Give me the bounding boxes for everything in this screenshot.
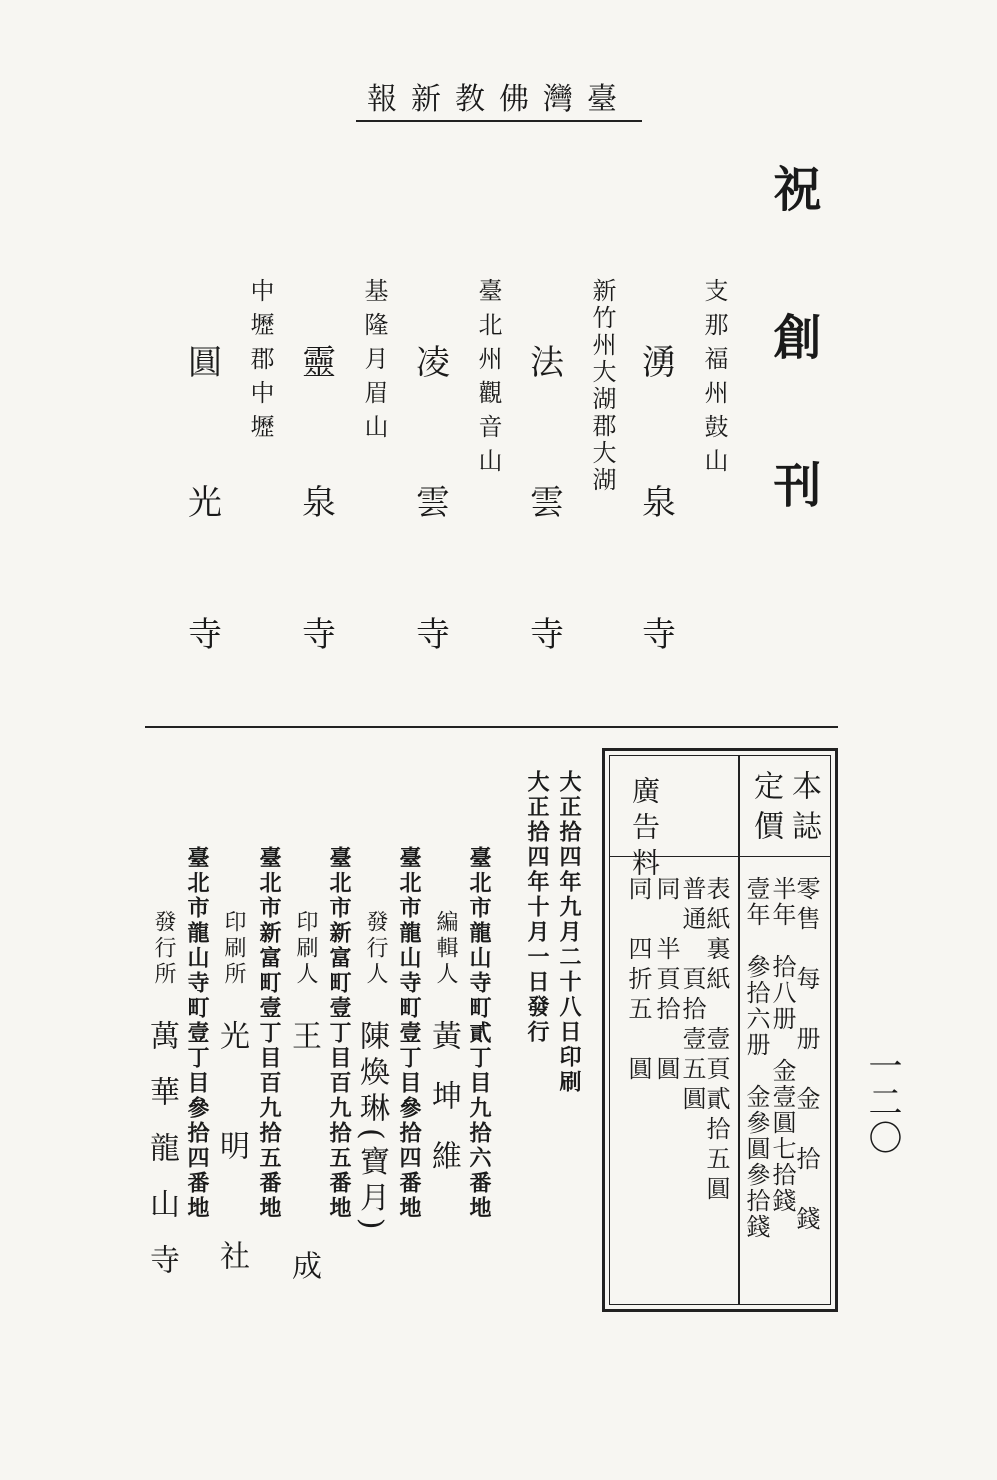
temple-name-char: 泉 — [642, 483, 676, 523]
price-table-frame — [609, 755, 831, 1305]
office-name: 萬華龍山寺 — [144, 1020, 179, 1300]
temple-name-char: 寺 — [416, 615, 450, 655]
temple-name-char: 寺 — [188, 615, 222, 655]
ad-row-quarter: 同 四折五 圓 — [624, 876, 652, 1086]
editor-role: 編輯人 — [433, 910, 458, 988]
editor-name: 黃坤維 — [426, 1020, 461, 1200]
temple-name-char: 凌 — [416, 343, 450, 383]
congrats-title: 祝創刊 — [765, 164, 821, 608]
press-address: 臺北市新富町壹丁目百九拾五番地 — [256, 846, 282, 1221]
subscription-header-1: 本誌 — [786, 770, 821, 850]
temple-4 — [300, 268, 420, 668]
price-table-divider — [738, 756, 740, 1304]
printer-name: 王成 — [286, 1020, 321, 1480]
subscription-header-2: 定價 — [748, 770, 783, 850]
temple-address: 中壢郡中壢 — [246, 278, 274, 448]
print-date: 大正拾四年九月二十八日印刷 — [556, 770, 582, 1095]
issue-date: 大正拾四年十月一日發行 — [524, 770, 550, 1045]
page-number: 一二〇 — [862, 1048, 902, 1156]
ad-rates-header: 廣告料 — [628, 776, 661, 884]
press-name: 光明社 — [214, 1020, 249, 1350]
temple-name-char: 光 — [188, 483, 222, 523]
press-role: 印刷所 — [221, 910, 246, 988]
masthead: 報新教佛灣臺 — [356, 80, 642, 122]
temple-name-char: 法 — [530, 343, 564, 383]
temple-name-char: 湧 — [642, 343, 676, 383]
temple-3 — [414, 268, 534, 668]
ad-row-cover: 表紙裏紙 壹頁貳拾五圓 — [702, 876, 730, 1206]
publisher-address: 臺北市龍山寺町壹丁目參拾四番地 — [396, 846, 422, 1221]
temple-address: 支那福州鼓山 — [700, 278, 728, 482]
temple-name-char: 靈 — [302, 343, 336, 383]
printer-role: 印刷人 — [293, 910, 318, 988]
temple-name-char: 寺 — [530, 615, 564, 655]
temple-name-char: 泉 — [302, 483, 336, 523]
temple-name-char: 寺 — [302, 615, 336, 655]
temple-address: 新竹州大湖郡大湖 — [588, 278, 616, 494]
office-role: 發行所 — [151, 910, 176, 988]
price-row-single: 零售 每 册 金 拾 錢 — [792, 876, 820, 1236]
ad-row-regular: 普通 頁拾壹五圓 — [678, 876, 706, 1116]
temple-name-char: 雲 — [530, 483, 564, 523]
temple-address: 臺北州觀音山 — [474, 278, 502, 482]
temple-name-char: 寺 — [642, 615, 676, 655]
temple-2 — [528, 268, 648, 668]
office-address: 臺北市龍山寺町壹丁目參拾四番地 — [184, 846, 210, 1221]
editor-address: 臺北市龍山寺町貳丁目九拾六番地 — [466, 846, 492, 1221]
price-table — [602, 748, 838, 1312]
temple-address: 基隆月眉山 — [360, 278, 388, 448]
ad-row-half: 同 半頁拾 圓 — [652, 876, 680, 1086]
temple-name-char: 圓 — [188, 343, 222, 383]
printer-address: 臺北市新富町壹丁目百九拾五番地 — [326, 846, 352, 1221]
publisher-name: 陳煥琳(寶月) — [354, 1020, 389, 1236]
price-row-year: 壹年 參拾六册 金參圓參拾錢 — [742, 876, 770, 1240]
temple-1 — [640, 268, 760, 668]
temple-5 — [186, 268, 306, 668]
publisher-role: 發行人 — [363, 910, 388, 988]
section-divider — [145, 726, 838, 728]
temple-name-char: 雲 — [416, 483, 450, 523]
price-row-half-year: 半年 拾八册 金壹圓七拾錢 — [768, 876, 796, 1214]
